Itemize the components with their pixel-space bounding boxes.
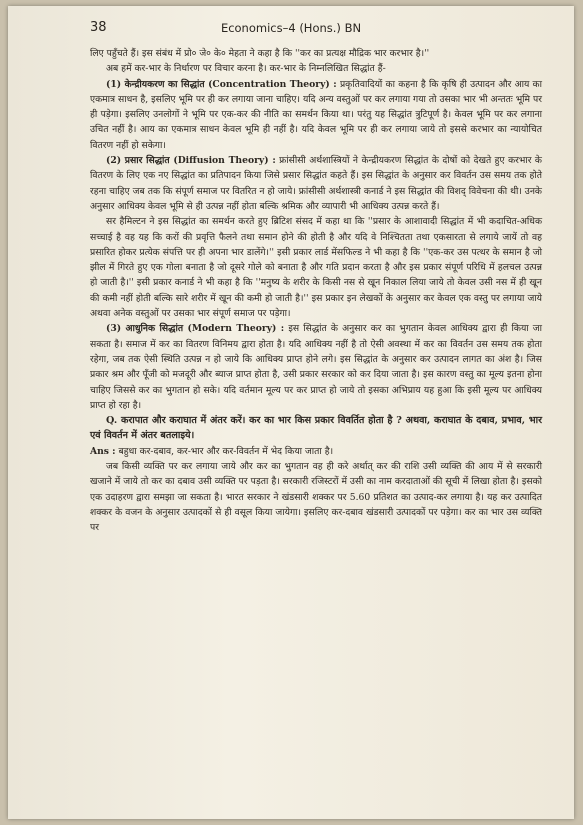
section-heading: (2) प्रसार सिद्धांत (Diffusion Theory) : bbox=[106, 155, 276, 167]
paragraph-text: जब किसी व्यक्ति पर कर लगाया जाये और कर का भुगतान वह ही करे अर्थात् कर की राशि उसी व्यक्ति की आय में से सरकारी खजाने में जाये तो कर का दबाव उसी व्यक्ति पर पड़ता है। सरकारी रजिस्टरों में उसी का नाम करदाताओं की सूची में लिखा होता है। इसको एक उदाहरण द्वारा समझा जा सकता है। भारत सरकार ने खंडसारी शक्कर पर 5.60 प्रतिशत का उत्पाद-कर लगाया है। यह कर उत्पादित शक्कर के वजन के अनुसार उत्पादकों से ही वसूल किया जायेगा। इसलिए कर-दबाव खंडसारी उत्पादकों पर पड़ेगा। कर का भार उस व्यक्ति पर bbox=[90, 461, 542, 534]
page-number: 38 bbox=[90, 20, 107, 35]
paragraph bbox=[90, 214, 542, 321]
section-paragraph bbox=[90, 321, 542, 413]
page-header bbox=[8, 18, 574, 36]
paragraph-text: अब हमें कर-भार के निर्धारण पर विचार करना है। कर-भार के निम्नलिखित सिद्धांत हैं- bbox=[106, 63, 386, 75]
paragraph-text: फ्रांसीसी अर्थशास्त्रियों ने केन्द्रीयकरण सिद्धांत के दोषों को देखते हुए करभार के वितरण के लिए एक नए सिद्धांत का प्रतिपादन किया जिसे प्रसार सिद्धांत कहते हैं। इस सिद्धांत के अनुसार कर विवर्तन उस समय तक होते रहना चाहिए जब तक कि संपूर्ण समाज पर वितरित न हो जाये। फ्रांसीसी अर्थशास्त्री कनार्ड ने इस सिद्धांत की विशद् विवेचना की थी। उनके अनुसार आधिक्य केवल भूमि से ही उत्पन्न नहीं होता बल्कि श्रमिक और व्यापारी भी आधिक्य उत्पन्न करते हैं। bbox=[90, 155, 542, 212]
paragraph-text: प्रकृतिवादियों का कहना है कि कृषि ही उत्पादन और आय का एकमात्र साधन है, इसलिए भूमि पर ही कर लगाया जाना चाहिए। यदि अन्य वस्तुओं पर कर लगाया गया तो उसका भार भी अन्ततः भूमि पर ही पड़ेगा। इसलिए उनलोगों ने भूमि पर एक-कर की नीति का समर्थन किया था। परंतु यह सिद्धांत त्रुटिपूर्ण है। केवल भूमि पर कर लगाना उचित नहीं है। आय का एकमात्र साधन केवल भूमि ही नहीं है। यदि केवल भूमि पर ही कर लगाया जाये तो इससे करभार का न्यायोचित वितरण नहीं हो सकेगा। bbox=[90, 78, 542, 151]
paragraph-continued bbox=[90, 46, 542, 61]
paragraph bbox=[90, 459, 542, 535]
paragraph-text: इस सिद्धांत के अनुसार कर का भुगतान केवल आधिक्य द्वारा ही किया जा सकता है। समाज में कर का वितरण विनिमय द्वारा होता है। यदि आधिक्य नहीं है तो ऐसी अवस्था में कर का विवर्तन उस समय तक होता रहेगा, जब तक ऐसी स्थिति उत्पन्न न हो जाये कि आधिक्य प्राप्त होने लगे। इस सिद्धांत के अनुसार कर उत्पादन लागत का अंश है। जिस प्रकार श्रम और पूँजी को मजदूरी और ब्याज प्राप्त होता है, उसी प्रकार सरकार को कर दिया जाता है। इस कारण वस्तु का मूल्य इतना होना चाहिए जिससे कर का भुगतान हो सके। यदि वर्तमान मूल्य पर कर प्राप्त हो जाये तो इसका अभिप्राय यह हुआ कि इसी मूल्य पर आधिक्य प्राप्त हो रहा है। bbox=[90, 323, 543, 411]
section-heading: Ans : bbox=[90, 445, 116, 457]
section-paragraph bbox=[90, 77, 542, 153]
answer-line bbox=[90, 444, 542, 459]
paragraph-text: सर हैमिल्टन ने इस सिद्धांत का समर्थन करते हुए ब्रिटिश संसद में कहा था कि ''प्रसार के आशावादी सिद्धांत में भी कदाचित-अधिक सच्चाई है वह यह कि करों की प्रवृत्ति फैलने तथा समान होने की होती है और यदि वे निश्चितता तथा एकसारता से लगाये जायें तो वह प्रसारित होकर प्रत्येक संपत्ति पर ही अपना भार डालेंगे।'' इसी प्रकार लार्ड मेंसफिल्ड ने भी कहा है कि ''एक-कर उस पत्थर के समान है जो झील में गिरते हुए एक गोला बनाता है जो दूसरे गोले को बनाता है और गति प्रदान करता है और इस प्रकार संपूर्ण परिधि में हलचल उत्पन्न हो जाती है।'' इसी प्रकार कनार्ड ने भी कहा है कि ''मनुष्य के शरीर के किसी नस से खून निकाल लिया जाये तो केवल उसी नस में ही खून की कमी नहीं होती बल्कि सारे शरीर में खून की कमी हो जाती है।'' इस प्रकार इन लेखकों के अनुसार कर केवल एक वस्तु पर लगाया जाये अथवा अनेक वस्तुओं पर उसका भार संपूर्ण समाज पर पड़ेगा। bbox=[90, 216, 542, 320]
question-heading bbox=[90, 413, 542, 444]
paragraph-text: लिए पहुँचते हैं। इस संबंध में प्रो० जे० के० मेहता ने कहा है कि ''कर का प्रत्यक्ष मौद्रिक भार करभार है।'' bbox=[90, 48, 430, 59]
book-page bbox=[8, 6, 574, 819]
paragraph bbox=[90, 61, 542, 76]
paragraph-text: बहुधा कर-दबाव, कर-भार और कर-विवर्तन में भेद किया जाता है। bbox=[115, 445, 334, 457]
paragraph-text: Q. करापात और कराघात में अंतर करें। कर का भार किस प्रकार विवर्तित होता है ? अथवा, कराघात के दबाव, प्रभाव, भार एवं विवर्तन में अंतर बतलाइये। bbox=[90, 415, 542, 442]
running-head: Economics–4 (Hons.) BN bbox=[220, 21, 362, 35]
section-heading: (3) आधुनिक सिद्धांत (Modern Theory) : bbox=[106, 323, 285, 335]
page-body bbox=[90, 46, 542, 536]
section-paragraph bbox=[90, 153, 542, 214]
section-heading: (1) केन्द्रीयकरण का सिद्धांत (Concentration Theory) : bbox=[106, 78, 337, 90]
